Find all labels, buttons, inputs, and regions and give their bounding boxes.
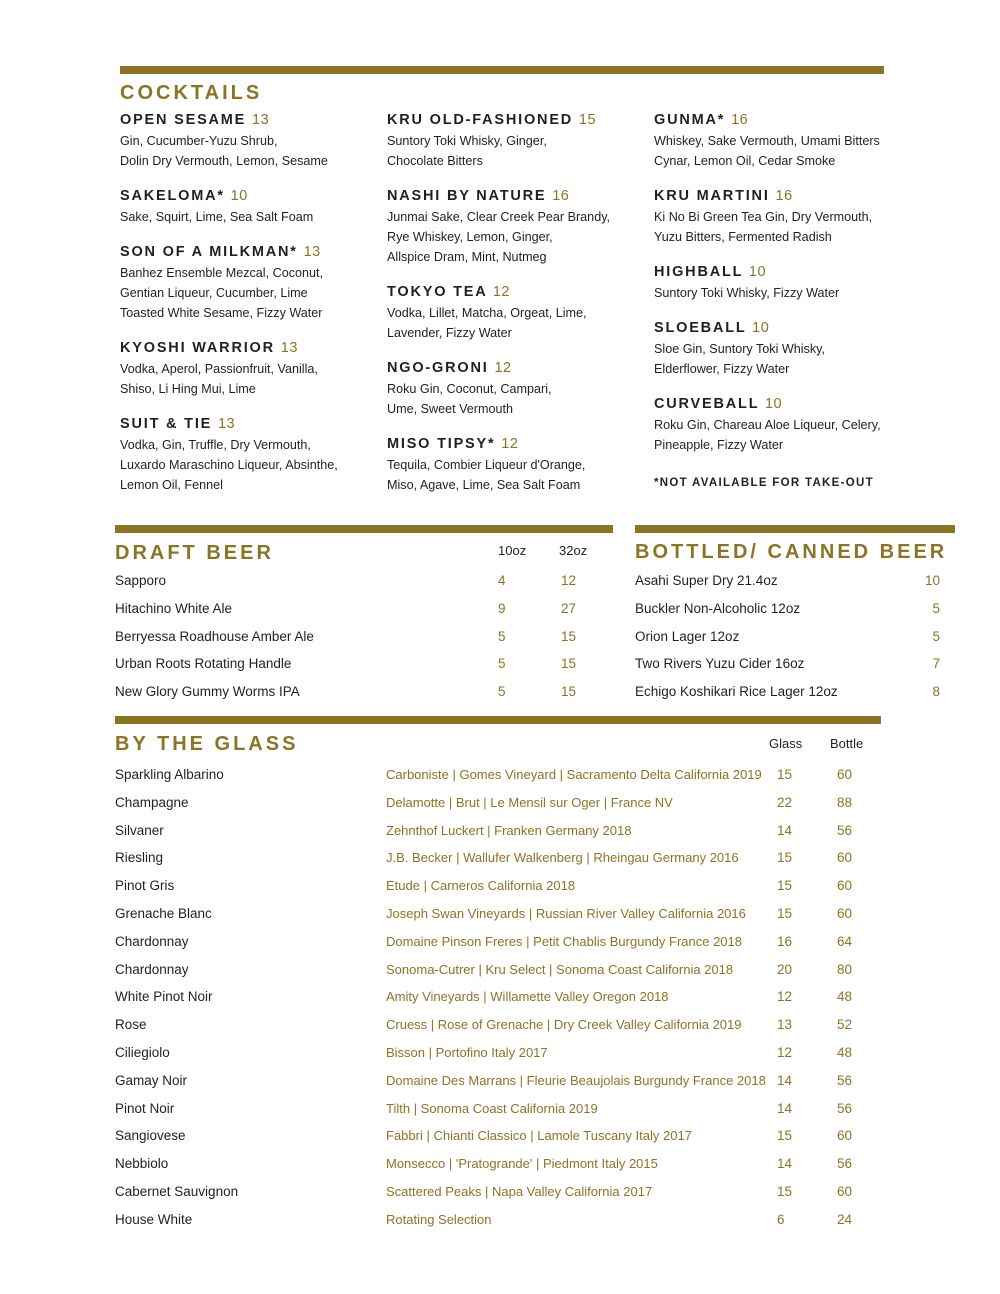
wine-glass-price: 14 bbox=[777, 1072, 793, 1088]
cocktail-name: HIGHBALL bbox=[654, 264, 744, 280]
wine-row bbox=[115, 1073, 875, 1093]
cocktails-column-3 bbox=[654, 110, 881, 489]
wine-glass-price: 14 bbox=[777, 822, 793, 838]
cocktail-ingredients: Whiskey, Sake Vermouth, Umami Bitters bbox=[654, 134, 880, 148]
cocktail-price: 13 bbox=[280, 340, 298, 356]
wine-bottle-price: 88 bbox=[837, 794, 853, 810]
cocktail-name: KYOSHI WARRIOR bbox=[120, 340, 275, 356]
draft-beer-name: Hitachino White Ale bbox=[115, 600, 233, 616]
wine-bottle-price: 52 bbox=[837, 1017, 853, 1033]
wine-glass-price: 12 bbox=[777, 1045, 793, 1060]
cocktail-ingredients: Ki No Bi Green Tea Gin, Dry Vermouth, bbox=[654, 210, 873, 224]
cocktail-item bbox=[654, 394, 881, 455]
cocktail-item bbox=[654, 262, 881, 303]
wine-row bbox=[115, 1156, 875, 1176]
bottled-beer-row bbox=[635, 629, 940, 649]
wine-row bbox=[115, 795, 875, 815]
cocktail-ingredients: Toasted White Sesame, Fizzy Water bbox=[120, 306, 323, 320]
wine-producer: Monsecco | 'Pratogrande' | Piedmont Italy 2015 bbox=[386, 1156, 658, 1172]
cocktail-price: 13 bbox=[217, 416, 236, 432]
wine-glass-price: 6 bbox=[777, 1211, 785, 1227]
cocktail-ingredients: Junmai Sake, Clear Creek Pear Brandy, bbox=[387, 210, 611, 224]
wine-glass-price: 15 bbox=[777, 1184, 793, 1199]
wine-varietal: Rose bbox=[115, 1017, 147, 1033]
bottled-beer-name: Orion Lager 12oz bbox=[635, 628, 740, 644]
cocktail-price: 10 bbox=[748, 264, 767, 280]
wine-glass-price: 15 bbox=[777, 1128, 793, 1144]
draft-beer-row bbox=[115, 684, 615, 704]
cocktail-name-line bbox=[120, 338, 338, 359]
wine-row bbox=[115, 850, 875, 870]
cocktail-ingredients: Chocolate Bitters bbox=[387, 154, 483, 168]
wine-varietal: Champagne bbox=[115, 794, 189, 810]
cocktail-item bbox=[387, 282, 610, 343]
wine-row bbox=[115, 1212, 875, 1232]
cocktail-ingredients: Lavender, Fizzy Water bbox=[387, 326, 512, 340]
wine-varietal: House White bbox=[115, 1211, 193, 1227]
cocktail-ingredients: Gentian Liqueur, Cucumber, Lime bbox=[120, 286, 308, 300]
cocktail-name: OPEN SESAME bbox=[120, 112, 247, 128]
draft-col-32oz: 32oz bbox=[559, 543, 588, 558]
draft-beer-name: New Glory Gummy Worms IPA bbox=[115, 684, 300, 699]
cocktail-item bbox=[120, 186, 338, 227]
cocktail-item bbox=[654, 186, 881, 247]
wine-varietal: Sangiovese bbox=[115, 1128, 186, 1144]
bottled-beer-name: Asahi Super Dry 21.4oz bbox=[635, 573, 778, 588]
cocktail-name-line bbox=[654, 110, 881, 131]
wine-glass-price: 15 bbox=[777, 906, 793, 921]
cocktail-ingredients: Vodka, Gin, Truffle, Dry Vermouth, bbox=[120, 438, 311, 452]
cocktail-name: CURVEBALL bbox=[654, 396, 760, 412]
wine-producer: Etude | Carneros California 2018 bbox=[386, 878, 576, 894]
cocktail-name-line bbox=[120, 414, 338, 435]
cocktail-item bbox=[387, 186, 610, 267]
draft-beer-price-32oz: 15 bbox=[561, 628, 577, 644]
wine-bottle-price: 60 bbox=[837, 850, 853, 866]
draft-beer-row bbox=[115, 656, 615, 676]
wine-row bbox=[115, 989, 875, 1009]
cocktails-rule bbox=[120, 66, 884, 74]
cocktail-item bbox=[120, 242, 338, 323]
cocktail-price: 13 bbox=[252, 112, 270, 128]
cocktail-name: NGO-GRONI bbox=[387, 360, 489, 376]
wine-bottle-price: 24 bbox=[837, 1211, 853, 1227]
cocktail-ingredients: Banhez Ensemble Mezcal, Coconut, bbox=[120, 266, 324, 280]
cocktail-name-line bbox=[387, 434, 610, 455]
draft-beer-price-10oz: 9 bbox=[498, 600, 506, 616]
cocktail-price: 15 bbox=[578, 112, 597, 128]
cocktail-ingredients: Vodka, Aperol, Passionfruit, Vanilla, bbox=[120, 362, 318, 376]
wine-glass-price: 15 bbox=[777, 878, 793, 894]
cocktail-ingredients: Miso, Agave, Lime, Sea Salt Foam bbox=[387, 478, 581, 492]
cocktail-price: 16 bbox=[775, 188, 793, 204]
cocktail-ingredients: Vodka, Lillet, Matcha, Orgeat, Lime, bbox=[387, 306, 587, 320]
wine-producer: Fabbri | Chianti Classico | Lamole Tuscany Italy 2017 bbox=[386, 1128, 692, 1144]
cocktail-ingredients: Elderflower, Fizzy Water bbox=[654, 362, 790, 376]
wine-row bbox=[115, 823, 875, 843]
cocktail-ingredients: Pineapple, Fizzy Water bbox=[654, 438, 784, 452]
bottled-beer-row bbox=[635, 573, 940, 593]
draft-col-10oz: 10oz bbox=[498, 543, 527, 558]
wine-bottle-price: 60 bbox=[837, 906, 853, 921]
cocktail-name-line bbox=[387, 186, 610, 207]
cocktail-item bbox=[120, 338, 338, 399]
wine-bottle-price: 48 bbox=[837, 989, 853, 1005]
cocktail-name-line bbox=[120, 186, 338, 207]
cocktail-name: MISO TIPSY* bbox=[387, 436, 496, 452]
wine-row bbox=[115, 1184, 875, 1204]
wine-bottle-price: 60 bbox=[837, 767, 853, 782]
cocktail-name: KRU MARTINI bbox=[654, 188, 770, 204]
wine-glass-price: 12 bbox=[777, 989, 793, 1005]
cocktail-ingredients: Tequila, Combier Liqueur d'Orange, bbox=[387, 458, 586, 472]
wine-row bbox=[115, 878, 875, 898]
cocktail-name: KRU OLD-FASHIONED bbox=[387, 112, 574, 128]
wine-bottle-price: 60 bbox=[837, 878, 853, 894]
wine-producer: Rotating Selection bbox=[386, 1211, 492, 1227]
cocktail-ingredients: Luxardo Maraschino Liqueur, Absinthe, bbox=[120, 458, 338, 472]
cocktail-ingredients: Suntory Toki Whisky, Ginger, bbox=[387, 134, 547, 148]
cocktail-ingredients: Rye Whiskey, Lemon, Ginger, bbox=[387, 230, 553, 244]
wine-producer: Domaine Pinson Freres | Petit Chablis Burgundy France 2018 bbox=[386, 933, 743, 949]
cocktail-item bbox=[120, 110, 338, 171]
cocktail-price: 12 bbox=[501, 436, 519, 452]
wine-row bbox=[115, 1045, 875, 1065]
cocktail-item bbox=[387, 110, 610, 171]
wine-bottle-price: 56 bbox=[837, 1072, 853, 1088]
cocktail-item bbox=[387, 434, 610, 495]
wine-row bbox=[115, 1017, 875, 1037]
glass-col-bottle: Bottle bbox=[830, 736, 864, 751]
wine-glass-price: 20 bbox=[777, 961, 793, 977]
wine-producer: Zehnthof Luckert | Franken Germany 2018 bbox=[386, 822, 632, 838]
bottled-beer-row bbox=[635, 601, 940, 621]
cocktail-price: 16 bbox=[731, 112, 749, 128]
glass-col-glass: Glass bbox=[769, 736, 803, 751]
bottled-beer-price: 7 bbox=[932, 656, 940, 672]
wine-producer: Delamotte | Brut | Le Mensil sur Oger | France NV bbox=[386, 794, 673, 810]
cocktail-price: 12 bbox=[494, 360, 512, 376]
wine-glass-price: 14 bbox=[777, 1100, 793, 1116]
wine-glass-price: 15 bbox=[777, 767, 793, 782]
wine-varietal: Cabernet Sauvignon bbox=[115, 1184, 239, 1199]
cocktail-name: SLOEBALL bbox=[654, 320, 747, 336]
cocktails-column-1 bbox=[120, 110, 338, 510]
wine-producer: Joseph Swan Vineyards | Russian River Valley California 2016 bbox=[386, 906, 746, 921]
wine-varietal: Ciliegiolo bbox=[115, 1045, 170, 1060]
cocktail-ingredients: Sake, Squirt, Lime, Sea Salt Foam bbox=[120, 210, 314, 224]
wine-producer: Sonoma-Cutrer | Kru Select | Sonoma Coast California 2018 bbox=[386, 961, 734, 977]
draft-beer-price-10oz: 4 bbox=[498, 573, 506, 588]
wine-glass-price: 13 bbox=[777, 1017, 793, 1033]
cocktail-ingredients: Roku Gin, Coconut, Campari, bbox=[387, 382, 552, 396]
bottled-beer-name: Echigo Koshikari Rice Lager 12oz bbox=[635, 684, 838, 699]
wine-producer: Scattered Peaks | Napa Valley California 2017 bbox=[386, 1184, 653, 1199]
cocktail-ingredients: Sloe Gin, Suntory Toki Whisky, bbox=[654, 342, 826, 356]
wine-glass-price: 22 bbox=[777, 794, 793, 810]
draft-beer-row bbox=[115, 601, 615, 621]
cocktail-name: SON OF A MILKMAN* bbox=[120, 244, 298, 260]
wine-varietal: Sparkling Albarino bbox=[115, 767, 224, 782]
wine-producer: J.B. Becker | Wallufer Walkenberg | Rheingau Germany 2016 bbox=[386, 850, 739, 866]
cocktail-ingredients: Gin, Cucumber-Yuzu Shrub, bbox=[120, 134, 278, 148]
cocktail-ingredients: Roku Gin, Chareau Aloe Liqueur, Celery, bbox=[654, 418, 881, 432]
draft-beer-price-10oz: 5 bbox=[498, 684, 506, 699]
wine-bottle-price: 64 bbox=[837, 933, 853, 949]
wine-glass-price: 14 bbox=[777, 1156, 793, 1172]
wine-producer: Tilth | Sonoma Coast California 2019 bbox=[386, 1100, 598, 1116]
draft-beer-rule bbox=[115, 525, 613, 533]
draft-beer-price-32oz: 27 bbox=[561, 600, 577, 616]
bottled-beer-price: 8 bbox=[932, 684, 940, 699]
wine-varietal: White Pinot Noir bbox=[115, 989, 213, 1005]
bottled-beer-name: Buckler Non-Alcoholic 12oz bbox=[635, 600, 801, 616]
wine-bottle-price: 48 bbox=[837, 1045, 853, 1060]
wine-row bbox=[115, 934, 875, 954]
takeout-note: *NOT AVAILABLE FOR TAKE-OUT bbox=[654, 477, 874, 489]
wine-varietal: Pinot Gris bbox=[115, 878, 175, 894]
draft-beer-price-32oz: 15 bbox=[561, 684, 577, 699]
cocktail-ingredients: Suntory Toki Whisky, Fizzy Water bbox=[654, 286, 840, 300]
wine-bottle-price: 56 bbox=[837, 1156, 853, 1172]
wine-bottle-price: 60 bbox=[837, 1128, 853, 1144]
draft-beer-price-10oz: 5 bbox=[498, 656, 506, 672]
cocktail-name-line bbox=[387, 110, 610, 131]
bottled-beer-price: 5 bbox=[932, 628, 940, 644]
cocktail-price: 10 bbox=[752, 320, 770, 336]
bottled-beer-heading: BOTTLED/ CANNED BEER bbox=[635, 541, 948, 563]
bottled-beer-row bbox=[635, 656, 940, 676]
wine-bottle-price: 80 bbox=[837, 961, 853, 977]
cocktail-name-line bbox=[387, 358, 610, 379]
wine-varietal: Pinot Noir bbox=[115, 1100, 175, 1116]
draft-beer-price-10oz: 5 bbox=[498, 628, 506, 644]
wine-varietal: Grenache Blanc bbox=[115, 906, 212, 921]
cocktail-name: SUIT & TIE bbox=[120, 416, 213, 432]
wine-row bbox=[115, 962, 875, 982]
cocktail-item bbox=[387, 358, 610, 419]
cocktail-price: 12 bbox=[492, 284, 510, 300]
wine-producer: Bisson | Portofino Italy 2017 bbox=[386, 1045, 548, 1060]
bottled-beer-price: 5 bbox=[932, 600, 940, 616]
cocktail-name: NASHI BY NATURE bbox=[387, 188, 547, 204]
wine-bottle-price: 60 bbox=[837, 1184, 853, 1199]
draft-beer-name: Sapporo bbox=[115, 573, 167, 588]
wine-producer: Carboniste | Gomes Vineyard | Sacramento Delta California 2019 bbox=[386, 767, 762, 782]
wine-varietal: Gamay Noir bbox=[115, 1072, 188, 1088]
cocktail-price: 10 bbox=[764, 396, 783, 412]
wine-glass-price: 16 bbox=[777, 933, 793, 949]
cocktail-name-line bbox=[120, 110, 338, 131]
wine-varietal: Riesling bbox=[115, 850, 164, 866]
wine-varietal: Nebbiolo bbox=[115, 1156, 169, 1172]
wine-varietal: Chardonnay bbox=[115, 933, 189, 949]
cocktail-ingredients: Yuzu Bitters, Fermented Radish bbox=[654, 230, 832, 244]
draft-beer-heading: DRAFT BEER bbox=[115, 542, 274, 564]
cocktail-ingredients: Allspice Dram, Mint, Nutmeg bbox=[387, 250, 547, 264]
wine-row bbox=[115, 1101, 875, 1121]
cocktail-price: 13 bbox=[303, 244, 321, 260]
cocktail-ingredients: Ume, Sweet Vermouth bbox=[387, 402, 513, 416]
cocktail-name-line bbox=[654, 394, 881, 415]
cocktail-name-line bbox=[120, 242, 338, 263]
draft-beer-price-32oz: 15 bbox=[561, 656, 577, 672]
cocktail-ingredients: Cynar, Lemon Oil, Cedar Smoke bbox=[654, 154, 836, 168]
draft-beer-row bbox=[115, 573, 615, 593]
cocktail-name: TOKYO TEA bbox=[387, 284, 487, 300]
cocktail-ingredients: Shiso, Li Hing Mui, Lime bbox=[120, 382, 256, 396]
cocktail-item bbox=[654, 318, 881, 379]
draft-beer-name: Urban Roots Rotating Handle bbox=[115, 656, 292, 672]
cocktails-column-2 bbox=[387, 110, 610, 510]
by-the-glass-rule bbox=[115, 716, 881, 724]
wine-bottle-price: 56 bbox=[837, 1100, 853, 1116]
wine-varietal: Chardonnay bbox=[115, 961, 189, 977]
wine-producer: Cruess | Rose of Grenache | Dry Creek Valley California 2019 bbox=[386, 1017, 742, 1033]
cocktail-price: 16 bbox=[552, 188, 570, 204]
cocktail-item bbox=[654, 110, 881, 171]
cocktail-item bbox=[120, 414, 338, 495]
cocktail-name-line bbox=[654, 318, 881, 339]
draft-beer-row bbox=[115, 629, 615, 649]
cocktail-name-line bbox=[654, 186, 881, 207]
cocktail-name: GUNMA* bbox=[654, 112, 726, 128]
bottled-beer-rule bbox=[635, 525, 955, 533]
cocktail-name: SAKELOMA* bbox=[120, 188, 225, 204]
cocktail-price: 10 bbox=[230, 188, 248, 204]
cocktail-name-line bbox=[387, 282, 610, 303]
by-the-glass-heading: BY THE GLASS bbox=[115, 733, 299, 755]
wine-producer: Domaine Des Marrans | Fleurie Beaujolais Burgundy France 2018 bbox=[386, 1072, 766, 1088]
wine-varietal: Silvaner bbox=[115, 822, 164, 838]
bottled-beer-name: Two Rivers Yuzu Cider 16oz bbox=[635, 656, 805, 672]
wine-row bbox=[115, 1128, 875, 1148]
draft-beer-price-32oz: 12 bbox=[561, 573, 577, 588]
wine-producer: Amity Vineyards | Willamette Valley Oregon 2018 bbox=[386, 989, 669, 1005]
cocktails-heading: COCKTAILS bbox=[120, 82, 263, 104]
bottled-beer-price: 10 bbox=[924, 573, 940, 588]
cocktail-ingredients: Lemon Oil, Fennel bbox=[120, 478, 223, 492]
wine-row bbox=[115, 906, 875, 926]
wine-row bbox=[115, 767, 875, 787]
cocktail-name-line bbox=[654, 262, 881, 283]
wine-bottle-price: 56 bbox=[837, 822, 853, 838]
bottled-beer-row bbox=[635, 684, 940, 704]
draft-beer-name: Berryessa Roadhouse Amber Ale bbox=[115, 628, 314, 644]
cocktail-ingredients: Dolin Dry Vermouth, Lemon, Sesame bbox=[120, 154, 328, 168]
wine-glass-price: 15 bbox=[777, 850, 793, 866]
